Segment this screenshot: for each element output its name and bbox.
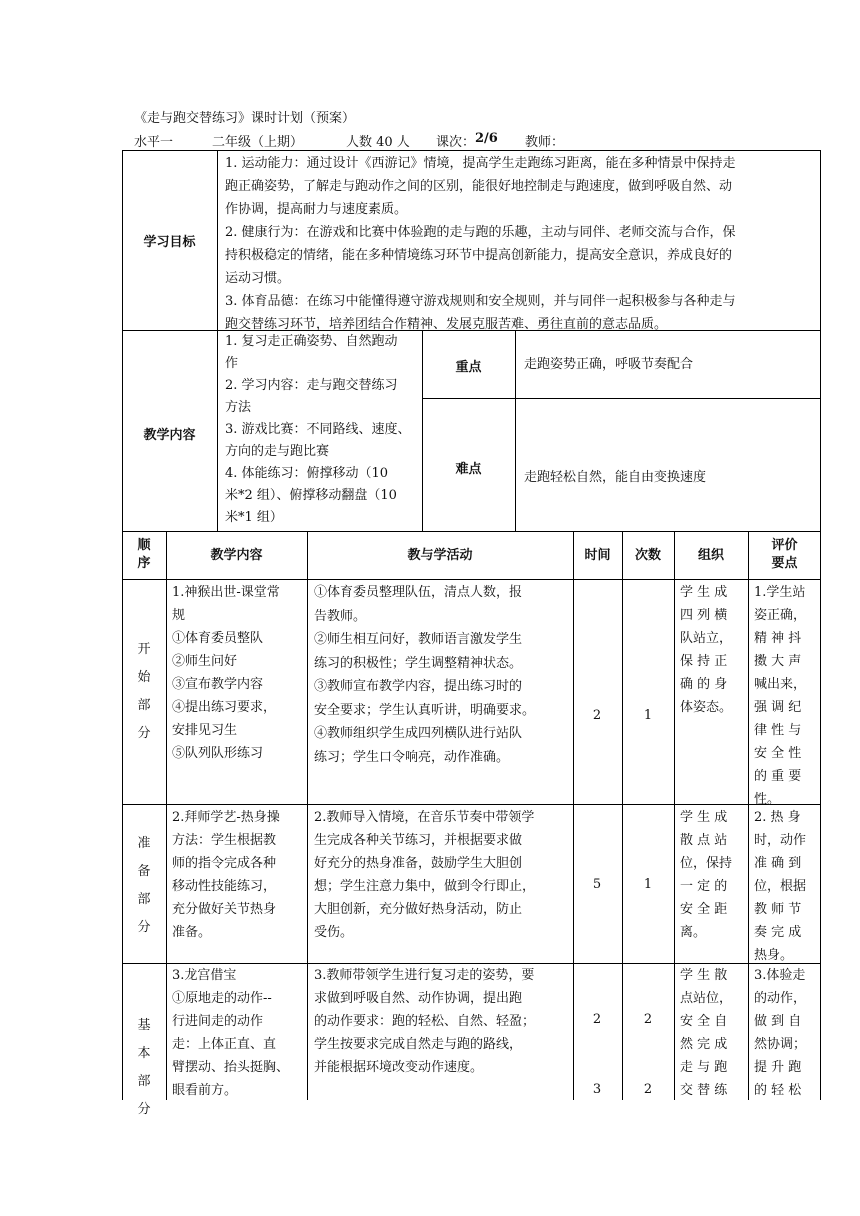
content-line: ⑤队列队形练习 — [172, 746, 264, 761]
eval-line: 奏 完 成 — [754, 925, 802, 940]
document-title: 《走与跑交替练习》课时计划（预案） — [134, 111, 356, 126]
row-activity — [314, 806, 572, 944]
row-activity — [314, 964, 572, 1079]
eval-line: 精 神 抖 — [754, 631, 802, 646]
header-org: 组织 — [697, 548, 724, 563]
org-line: 离。 — [680, 925, 707, 940]
activity-line: 受伤。 — [314, 925, 354, 940]
eval-line: 教 师 节 — [754, 902, 802, 917]
objectives-label: 学习目标 — [143, 235, 196, 250]
eval-line: 准 确 到 — [754, 856, 802, 871]
activity-line: ④教师组织学生成四列横队进行站队 — [314, 726, 523, 741]
row-order — [134, 1012, 154, 1124]
content-line: 准备。 — [172, 925, 212, 940]
activity-line: ①体育委员整理队伍，清点人数，报 — [314, 585, 523, 600]
eval-line: 强 调 纪 — [754, 700, 802, 715]
org-line: 四 列 横 — [680, 608, 728, 623]
content-line: 3.龙宫借宝 — [172, 968, 237, 983]
divider — [122, 804, 821, 805]
teacher-label: 教师： — [525, 135, 565, 150]
org-line: 体姿态。 — [680, 700, 733, 715]
activity-line: 3.教师带领学生进行复习走的姿势，要 — [314, 968, 535, 983]
content-line: ①体育委员整队 — [172, 631, 264, 646]
row-eval — [754, 806, 820, 967]
org-line: 学 生 成 — [680, 585, 728, 600]
activity-line: 告教师。 — [314, 608, 367, 624]
activity-line: 的动作要求：跑的轻松、自然、轻盈； — [314, 1014, 536, 1029]
row-times: 1 — [643, 708, 653, 723]
content-line: 1.神猴出世-课堂常 — [172, 585, 280, 600]
org-line: 散 点 站 — [680, 833, 728, 848]
header-order-1: 顺 — [137, 538, 151, 553]
org-line: 点站位， — [680, 991, 733, 1006]
content-line: 2.拜师学艺-热身操 — [172, 810, 280, 825]
content-line: 眼看前方。 — [172, 1083, 238, 1098]
activity-line: 学生按要求完成自然走与跑的路线， — [314, 1037, 523, 1052]
row-content — [172, 964, 306, 1102]
content-line: ①原地走的动作-- — [172, 991, 272, 1006]
activity-line: 安全要求；学生认真听讲，明确要求。 — [314, 702, 536, 718]
objective-line: 持积极稳定的情绪，能在多种情境练习环节中提高创新能力，提高安全意识，养成良好的 — [225, 248, 733, 263]
content-line: 师的指令完成各种 — [172, 856, 277, 871]
org-line: 一 定 的 — [680, 879, 728, 894]
order-char: 始 — [137, 670, 151, 685]
objective-line: 3. 体育品德：在练习中能懂得遵守游戏规则和安全规则，并与同伴一起积极参与各种走与 — [225, 294, 736, 309]
grade: 二年级（上期） — [212, 135, 304, 150]
eval-line: 2. 热 身 — [754, 810, 801, 825]
activity-line: 求做到呼吸自然、动作协调，提出跑 — [314, 991, 523, 1006]
activity-line: 想；学生注意力集中，做到令行即止， — [314, 879, 536, 894]
content-line: 方向的走与跑比赛 — [225, 444, 330, 459]
objective-line: 作协调，提高耐力与速度素质。 — [225, 202, 408, 217]
content-line: 方法 — [225, 400, 252, 415]
activity-line: 练习；学生口令响亮，动作准确。 — [314, 749, 510, 765]
order-char: 部 — [137, 698, 151, 713]
eval-line: 的 重 要 — [754, 769, 802, 784]
eval-line: 的动作， — [754, 991, 807, 1006]
org-line: 位，保持 — [680, 856, 733, 871]
content-line: 充分做好关节热身 — [172, 902, 277, 917]
header-order — [122, 537, 166, 573]
activity-line: ②师生相互问好，教师语言激发学生 — [314, 632, 523, 647]
eval-line: 姿正确， — [754, 608, 807, 623]
order-char: 本 — [137, 1046, 151, 1061]
eval-line: 然协调； — [754, 1037, 807, 1052]
eval-line: 热身。 — [754, 948, 794, 963]
content-line: 走：上体正直、直 — [172, 1037, 277, 1052]
row-org — [680, 964, 746, 1102]
row-eval — [754, 581, 820, 811]
org-line: 然 完 成 — [680, 1037, 728, 1052]
row-times: 1 — [643, 877, 653, 892]
header-eval — [748, 537, 821, 573]
objective-line: 跑交替练习环节，培养团结合作精神、发展克服苦难、勇往直前的意志品质。 — [225, 317, 668, 332]
divider — [674, 531, 675, 1100]
content-line: ④提出练习要求， — [172, 700, 277, 715]
row-time: 2 — [592, 708, 602, 723]
content-line: 规 — [172, 608, 186, 623]
row-eval — [754, 964, 820, 1102]
activity-line: 好充分的热身准备，鼓励学生大胆创 — [314, 856, 523, 871]
content-line: 安排见习生 — [172, 723, 238, 738]
header-times: 次数 — [634, 548, 661, 563]
content-label: 教学内容 — [143, 428, 196, 443]
order-char: 基 — [137, 1018, 151, 1033]
header-eval-1: 评价 — [771, 538, 798, 553]
org-line: 学 生 成 — [680, 810, 728, 825]
eval-line: 喊出来， — [754, 677, 807, 692]
activity-line: 生完成各种关节练习，并根据要求做 — [314, 833, 523, 848]
order-char: 分 — [137, 920, 151, 935]
content-line: 行进间走的动作 — [172, 1014, 264, 1029]
content-line: 作 — [225, 356, 239, 371]
row-order — [134, 830, 154, 942]
difficulty-label: 难点 — [455, 462, 482, 477]
lesson-meta — [134, 131, 564, 150]
content-line: 3. 游戏比赛：不同路线、速度、 — [225, 422, 411, 437]
divider — [422, 398, 821, 399]
divider — [515, 330, 516, 532]
objective-line: 1. 运动能力：通过设计《西游记》情境，提高学生走跑练习距离，能在多种情景中保持走 — [225, 156, 736, 171]
org-line: 学 生 散 — [680, 968, 728, 983]
row-time: 5 — [592, 877, 602, 892]
row-content — [172, 806, 306, 944]
row-org — [680, 806, 746, 944]
eval-line: 律 性 与 — [754, 723, 802, 738]
org-line: 走 与 跑 — [680, 1060, 728, 1075]
content-line: 米*1 组） — [225, 510, 283, 525]
header-eval-2: 要点 — [771, 556, 798, 571]
org-line: 确 的 身 — [680, 677, 728, 692]
content-line: ②师生问好 — [172, 654, 238, 669]
divider — [166, 531, 167, 1100]
header-activity: 教与学活动 — [407, 548, 473, 563]
row-activity — [314, 581, 572, 769]
content-line: ③宣布教学内容 — [172, 677, 264, 692]
eval-line: 的 轻 松 — [754, 1083, 802, 1098]
header-order-2: 序 — [137, 556, 151, 571]
key-point-label: 重点 — [455, 360, 482, 375]
divider — [622, 531, 623, 1100]
row-times-2: 2 — [643, 1082, 653, 1097]
content-line: 移动性技能练习， — [172, 879, 277, 894]
eval-line: 性。 — [754, 792, 781, 807]
objective-line: 2. 健康行为：在游戏和比赛中体验跑的走与跑的乐趣，主动与同伴、老师交流与合作，保 — [225, 225, 736, 240]
divider — [307, 531, 308, 1100]
order-char: 部 — [137, 1074, 151, 1089]
org-line: 保 持 正 — [680, 654, 728, 669]
eval-line: 做 到 自 — [754, 1014, 802, 1029]
activity-line: 并能根据环境改变动作速度。 — [314, 1060, 484, 1075]
student-count: 人数 40 人 — [346, 135, 410, 150]
eval-line: 安 全 性 — [754, 746, 802, 761]
objective-line: 运动习惯。 — [225, 271, 291, 286]
row-order — [134, 636, 154, 748]
row-time-2: 3 — [592, 1082, 602, 1097]
content-line: 方法：学生根据教 — [172, 833, 277, 848]
activity-line: 2.教师导入情境，在音乐节奏中带领学 — [314, 810, 535, 825]
row-times: 2 — [643, 1012, 653, 1027]
objective-line: 跑正确姿势，了解走与跑动作之间的区别，能很好地控制走与跑速度，做到呼吸自然、动 — [225, 179, 733, 194]
level: 水平一 — [134, 135, 174, 150]
eval-line: 1.学生站 — [754, 585, 806, 600]
header-time: 时间 — [584, 548, 611, 563]
header-content: 教学内容 — [210, 548, 263, 563]
objectives-text — [225, 152, 817, 336]
lesson-label: 课次： — [436, 135, 476, 150]
activity-line: ③教师宣布教学内容，提出练习时的 — [314, 679, 523, 694]
row-content — [172, 581, 306, 765]
eval-line: 3.体验走 — [754, 968, 806, 983]
org-line: 安 全 自 — [680, 1014, 728, 1029]
difficulty-text: 走跑轻松自然，能自由变换速度 — [524, 470, 707, 485]
order-char: 分 — [137, 726, 151, 741]
order-char: 开 — [137, 642, 151, 657]
activity-line: 练习的积极性；学生调整精神状态。 — [314, 655, 523, 671]
divider — [122, 579, 821, 580]
content-line: 臂摆动、抬头挺胸、 — [172, 1060, 290, 1075]
org-line: 队站立， — [680, 631, 733, 646]
content-line: 米*2 组）、俯撑移动翻盘（10 — [225, 488, 397, 503]
row-time: 2 — [592, 1012, 602, 1027]
divider — [573, 531, 574, 1100]
eval-line: 位，根据 — [754, 879, 807, 894]
order-char: 部 — [137, 892, 151, 907]
content-text — [225, 331, 421, 529]
order-char: 备 — [137, 864, 151, 879]
order-char: 准 — [137, 836, 151, 851]
org-line: 安 全 距 — [680, 902, 728, 917]
row-org — [680, 581, 746, 719]
activity-line: 大胆创新，充分做好热身活动，防止 — [314, 902, 523, 917]
eval-line: 提 升 跑 — [754, 1060, 802, 1075]
order-char: 分 — [137, 1102, 151, 1117]
eval-line: 擞 大 声 — [754, 654, 802, 669]
org-line: 交 替 练 — [680, 1083, 728, 1098]
content-line: 2. 学习内容：走与跑交替练习 — [225, 378, 398, 393]
content-line: 4. 体能练习：俯撑移动（10 — [225, 466, 389, 481]
eval-line: 时，动作 — [754, 833, 807, 848]
divider — [748, 531, 749, 1100]
key-point-text: 走跑姿势正确，呼吸节奏配合 — [524, 357, 694, 372]
lesson-number: 2/6 — [475, 131, 498, 146]
content-line: 1. 复习走正确姿势、自然跑动 — [225, 334, 398, 349]
